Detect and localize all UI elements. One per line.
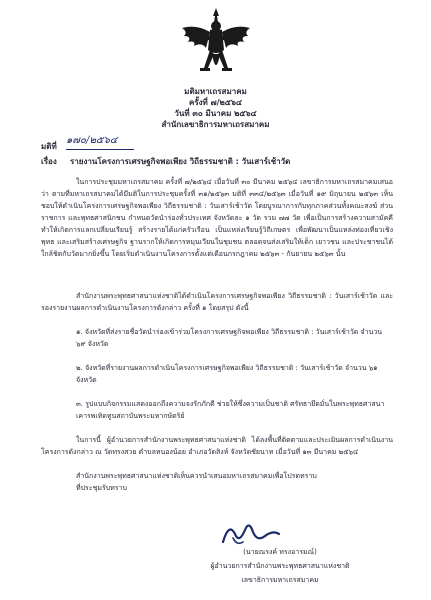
list-item-1: ๑. จังหวัดที่ส่งรายชื่อวัดนำร่องเข้าร่วมโครงการเศรษฐกิจพอเพียง วิถีธรรมชาติ : วันเสาร์เช้าวัด จำนวน ๖๙ จังหวัด bbox=[76, 328, 383, 348]
garuda-emblem-icon bbox=[176, 6, 256, 80]
resolution-label: มติที่ bbox=[41, 142, 57, 151]
signatory-name: (นายณรงค์ ทรงอารมณ์) bbox=[243, 548, 317, 556]
meeting-number: ครั้งที่ ๗/๒๕๖๔ bbox=[188, 98, 242, 107]
list-item-3: ๓. รูปแบบกิจกรรมแสดงออกถึงความจงรักภักดี ช่วยให้ซึ่งความเป็นชาติ ศรัทธายึดมั่นในพระพุทธศาสนา เคารพเทิดทูนสถาบันพระมหากษัตริย์ bbox=[76, 400, 385, 420]
list-item-2: ๒. จังหวัดที่รายงานผลการดำเนินโครงการเศรษฐกิจพอเพียง วิถีธรรมชาติ : วันเสาร์เช้าวัด จำนวน ๖๑ จังหวัด bbox=[76, 364, 378, 384]
office-name: สำนักเลขาธิการมหาเถรสมาคม bbox=[161, 120, 270, 129]
body-paragraph-3 bbox=[41, 434, 393, 458]
body-paragraph-2-text: สำนักงานพระพุทธศาสนาแห่งชาติได้ดำเนินโครงการเศรษฐกิจพอเพียง วิถีธรรมชาติ : วันเสาร์เช้าวัด และรองรายงานผลการดำเนินงานโครงการดังกล่าว ครั้งที่ ๑ โดยสรุป ดังนี้ bbox=[41, 292, 393, 312]
resolution-title: มติมหาเถรสมาคม bbox=[184, 87, 247, 96]
body-paragraph-3-text: ในการนี้ ผู้อำนวยการสำนักงานพระพุทธศาสนาแห่งชาติ ได้ลงพื้นที่ติดตามและประเมินผลการดำเนินงานโครงการดังกล่าว ณ วัดทรงสวย ตำบลหนองน้อย อำเภอวัดสิงห์ จังหวัดชัยนาท เมื่อวันที่ ๑๓ มีนาคม ๒๕๖๔ bbox=[41, 436, 393, 456]
closing-line-2: ที่ประชุมรับทราบ bbox=[76, 484, 127, 492]
subject-label: เรื่อง bbox=[41, 157, 57, 166]
closing-line-1: สำนักงานพระพุทธศาสนาแห่งชาติเห็นควรนำเสนอมหาเถรสมาคมเพื่อโปรดทราบ bbox=[76, 472, 317, 480]
body-paragraph-1 bbox=[41, 176, 393, 260]
body-paragraph-2 bbox=[41, 290, 393, 314]
body-paragraph-1-text: ในการประชุมมหาเถรสมาคม ครั้งที่ ๗/๒๕๖๔ เมื่อวันที่ ๓๐ มีนาคม ๒๕๖๔ เลขาธิการมหาเถรสมาคมเสนอว่า ตามที่มหาเถรสมาคมได้มีมติในการประชุมครั้งที่ ๓๑/๒๕๖๓ มติที่ ๓๓๔/๒๕๖๓ เมื่อวันที่ ๑๙ มิถุนายน ๒๕๖๓ เห็นชอบให้ดำเนินโครงการเศรษฐกิจพอเพียง วิถีธรรมชาติ : วันเสาร์เช้าวัด โดยบูรณาการกับทุกภาคส่วนทั้งคณะสงฆ์ ส่วนราชการ และพุทธศาสนิกชน กำหนดวัดนำร่องทั่วประเทศ จังหวัดละ ๑ วัด รวม ๗๗ วัด เพื่อเป็นการสร้างความสามัคคี ทำให้เกิดการแลกเปลี่ยนเรียนรู้ สร้างรายได้แก่ครัวเรือน เป็นแหล่งเรียนรู้วิถีเกษตร เพื่อพัฒนาเป็นแหล่งท่องเที่ยวเชิงพุทธ และเสริมสร้างเศรษฐกิจ ฐานรากให้เกิดการหมุนเวียนในชุมชน ตลอดจนส่งเสริมให้เด็ก เยาวชน และประชาชนได้ใกล้ชิดกับวัดมากยิ่งขึ้น โดยเริ่มดำเนินงานโครงการตั้งแต่เดือนกรกฎาคม ๒๕๖๓ - กันยายน ๒๕๖๓ นั้น bbox=[41, 178, 393, 258]
signatory-position: ผู้อำนวยการสำนักงานพระพุทธศาสนาแห่งชาติ bbox=[210, 562, 350, 570]
resolution-number: ๑๗๐/๒๕๖๔ bbox=[66, 133, 134, 150]
meeting-date: วันที่ ๓๐ มีนาคม ๒๕๖๔ bbox=[174, 109, 257, 118]
subject-text: รายงานโครงการเศรษฐกิจพอเพียง วิถีธรรมชาติ : วันเสาร์เช้าวัด bbox=[70, 157, 291, 166]
signatory-role: เลขาธิการมหาเถรสมาคม bbox=[241, 576, 319, 584]
